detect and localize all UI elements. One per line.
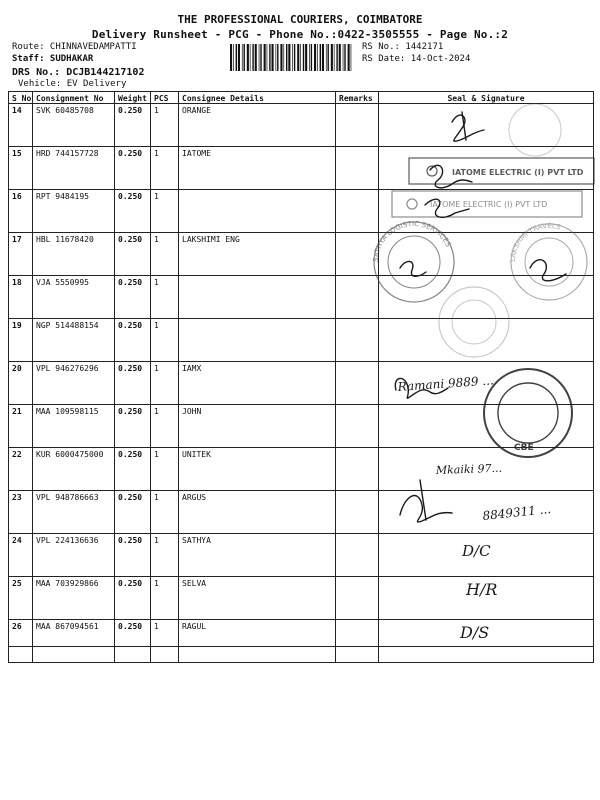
- barcode-bar: [309, 44, 310, 71]
- cell-consignee: IATOME: [179, 147, 336, 190]
- cell-consignee: RAGUL: [179, 620, 336, 663]
- handwritten-phone-3: 8849311 ...: [481, 501, 552, 523]
- cell-remarks: [336, 405, 379, 448]
- table-row: [9, 405, 594, 448]
- cell-remarks: [336, 491, 379, 534]
- cell-consignment: KUR 6000475000: [33, 448, 115, 491]
- table-row: [9, 104, 594, 147]
- barcode-bar: [283, 44, 284, 71]
- cell-consignment: MAA 867094561: [33, 620, 115, 663]
- cell-consignment: VJA 5550995: [33, 276, 115, 319]
- bottom-rule: [8, 646, 593, 647]
- cell-weight: 0.250: [115, 190, 151, 233]
- barcode-bar: [336, 44, 337, 71]
- cell-seal: [379, 147, 594, 190]
- cell-seal: [379, 319, 594, 362]
- cell-seal: [379, 534, 594, 577]
- table-row: [9, 577, 594, 620]
- barcode-bar: [300, 44, 301, 71]
- cell-consignee: [179, 190, 336, 233]
- cell-pcs: 1: [151, 319, 179, 362]
- cell-weight: 0.250: [115, 577, 151, 620]
- cell-sno: 19: [9, 319, 33, 362]
- barcode-bar: [303, 44, 304, 71]
- barcode-bar: [272, 44, 274, 71]
- barcode-bar: [320, 44, 321, 71]
- cell-remarks: [336, 620, 379, 663]
- table-row: [9, 319, 594, 362]
- table-row: [9, 448, 594, 491]
- cell-remarks: [336, 233, 379, 276]
- barcode-bar: [247, 44, 249, 71]
- cell-pcs: 1: [151, 147, 179, 190]
- cell-weight: 0.250: [115, 362, 151, 405]
- cell-consignment: VPL 946276296: [33, 362, 115, 405]
- table-row: [9, 620, 594, 663]
- cell-weight: 0.250: [115, 104, 151, 147]
- handwritten-note-3: D/S: [460, 623, 490, 642]
- table-row: [9, 491, 594, 534]
- barcode-bar: [230, 44, 232, 71]
- cell-pcs: 1: [151, 620, 179, 663]
- table-row: [9, 147, 594, 190]
- cell-seal: [379, 233, 594, 276]
- barcode-bar: [292, 44, 293, 71]
- col-header-consignment: Consignment No: [33, 92, 115, 104]
- cell-consignment: RPT 9484195: [33, 190, 115, 233]
- cell-remarks: [336, 276, 379, 319]
- barcode-bar: [255, 44, 257, 71]
- cell-seal: [379, 104, 594, 147]
- cell-remarks: [336, 104, 379, 147]
- drs-value: DCJB144217102: [66, 67, 145, 78]
- barcode-bar: [288, 44, 290, 71]
- col-header-pcs: PCS: [151, 92, 179, 104]
- table-row: [9, 190, 594, 233]
- barcode-bar: [314, 44, 316, 71]
- staff-label: Staff: SUDHAKAR: [12, 54, 94, 64]
- sathya-stamp-text: SATHYA LOGISTIC SERVICES: [371, 219, 453, 263]
- cell-weight: 0.250: [115, 448, 151, 491]
- cell-sno: 22: [9, 448, 33, 491]
- cell-consignment: HBL 11678420: [33, 233, 115, 276]
- cell-consignment: NGP 514488154: [33, 319, 115, 362]
- cell-weight: 0.250: [115, 620, 151, 663]
- handwritten-note-1: D/C: [462, 542, 491, 560]
- cell-remarks: [336, 534, 379, 577]
- cell-pcs: 1: [151, 448, 179, 491]
- cell-sno: 18: [9, 276, 33, 319]
- barcode-bar: [286, 44, 287, 71]
- cell-remarks: [336, 147, 379, 190]
- col-header-remarks: Remarks: [336, 92, 379, 104]
- cell-consignment: MAA 109598115: [33, 405, 115, 448]
- cell-pcs: 1: [151, 405, 179, 448]
- table-row: [9, 233, 594, 276]
- cell-consignment: VPL 948786663: [33, 491, 115, 534]
- barcode-bar: [277, 44, 278, 71]
- cell-pcs: 1: [151, 491, 179, 534]
- barcode-bar: [280, 44, 282, 71]
- cell-pcs: 1: [151, 534, 179, 577]
- cell-remarks: [336, 362, 379, 405]
- cell-weight: 0.250: [115, 491, 151, 534]
- vehicle-label: Vehicle: EV Delivery: [18, 79, 127, 89]
- cell-consignee: ORANGE: [179, 104, 336, 147]
- col-header-weight: Weight: [115, 92, 151, 104]
- cell-consignment: MAA 703929866: [33, 577, 115, 620]
- barcode-bar: [236, 44, 237, 71]
- drs-number: [12, 67, 144, 78]
- barcode-bar: [351, 44, 352, 71]
- cell-consignee: UNITEK: [179, 448, 336, 491]
- barcode-bar: [276, 44, 277, 71]
- cell-weight: 0.250: [115, 147, 151, 190]
- cell-weight: 0.250: [115, 233, 151, 276]
- cell-seal: [379, 577, 594, 620]
- barcode-bar: [297, 44, 299, 71]
- barcode-bar: [344, 44, 345, 71]
- barcode-bar: [317, 44, 318, 71]
- barcode-bar: [242, 44, 243, 71]
- cell-consignment: HRD 744157728: [33, 147, 115, 190]
- barcode-bar: [334, 44, 335, 71]
- iatome-stamp-1-text: IATOME ELECTRIC (I) PVT LTD: [452, 168, 584, 177]
- cell-seal: [379, 362, 594, 405]
- route-label: Route: CHINNAVEDAMPATTI: [12, 42, 137, 52]
- cell-consignee: SATHYA: [179, 534, 336, 577]
- cell-consignee: SELVA: [179, 577, 336, 620]
- barcode-bar: [328, 44, 329, 71]
- cell-sno: 16: [9, 190, 33, 233]
- barcode-bar: [260, 44, 261, 71]
- cbe-stamp-text: CBE: [514, 443, 534, 453]
- cell-seal: [379, 276, 594, 319]
- cell-consignment: VPL 224136636: [33, 534, 115, 577]
- cell-remarks: [336, 319, 379, 362]
- barcode-bar: [244, 44, 245, 71]
- page-title: THE PROFESSIONAL COURIERS, COIMBATORE: [177, 13, 423, 26]
- cell-sno: 15: [9, 147, 33, 190]
- barcode: [230, 44, 353, 71]
- barcode-bar: [322, 44, 324, 71]
- cell-remarks: [336, 577, 379, 620]
- cell-pcs: 1: [151, 190, 179, 233]
- barcode-bar: [331, 44, 333, 71]
- cell-consignee: LAKSHIMI ENG: [179, 233, 336, 276]
- cell-sno: 14: [9, 104, 33, 147]
- cell-seal: [379, 190, 594, 233]
- cell-remarks: [336, 190, 379, 233]
- cell-pcs: 1: [151, 577, 179, 620]
- table-row: [9, 534, 594, 577]
- cell-weight: 0.250: [115, 319, 151, 362]
- cell-seal: [379, 405, 594, 448]
- cell-pcs: 1: [151, 104, 179, 147]
- cell-sno: 24: [9, 534, 33, 577]
- barcode-bar: [259, 44, 260, 71]
- barcode-bar: [233, 44, 234, 71]
- cell-sno: 21: [9, 405, 33, 448]
- rs-number: RS No.: 1442171: [362, 42, 444, 52]
- col-header-seal: Seal & Signature: [379, 92, 594, 104]
- barcode-bar: [343, 44, 344, 71]
- rs-date: RS Date: 14-Oct-2024: [362, 54, 471, 64]
- barcode-bar: [339, 44, 341, 71]
- barcode-bar: [348, 44, 350, 71]
- cell-consignee: JOHN: [179, 405, 336, 448]
- barcode-bar: [250, 44, 251, 71]
- runsheet-table: [8, 91, 594, 663]
- handwritten-phone-1: Ramani 9889 ...: [397, 373, 495, 394]
- cell-pcs: 1: [151, 276, 179, 319]
- barcode-bar: [305, 44, 307, 71]
- barcode-bar: [264, 44, 266, 71]
- cell-sno: 17: [9, 233, 33, 276]
- cell-consignee: ARGUS: [179, 491, 336, 534]
- cell-seal: [379, 620, 594, 663]
- col-header-consignee: Consignee Details: [179, 92, 336, 104]
- cell-sno: 26: [9, 620, 33, 663]
- table-header-row: [9, 92, 594, 104]
- barcode-bar: [267, 44, 268, 71]
- cell-weight: 0.250: [115, 276, 151, 319]
- cell-consignment: SVK 60485708: [33, 104, 115, 147]
- cell-sno: 20: [9, 362, 33, 405]
- handwritten-note-2: H/R: [466, 580, 498, 599]
- barcode-bar: [326, 44, 327, 71]
- cell-seal: [379, 491, 594, 534]
- cell-consignee: [179, 319, 336, 362]
- barcode-bar: [294, 44, 295, 71]
- barcode-bar: [252, 44, 253, 71]
- page-subtitle: Delivery Runsheet - PCG - Phone No.:0422-3505555 - Page No.:2: [91, 28, 509, 41]
- barcode-bar: [269, 44, 270, 71]
- cell-consignee: IAMX: [179, 362, 336, 405]
- drs-label: DRS No.:: [12, 67, 61, 78]
- cell-seal: [379, 448, 594, 491]
- handwritten-phone-2: Mkaiki 97...: [435, 461, 503, 477]
- col-header-sno: S No: [9, 92, 33, 104]
- barcode-bar: [311, 44, 312, 71]
- cell-consignee: [179, 276, 336, 319]
- cell-weight: 0.250: [115, 534, 151, 577]
- lakshmi-stamp-text: LAKSHMI TRAVELS: [508, 221, 562, 263]
- table-row: [9, 276, 594, 319]
- cell-sno: 25: [9, 577, 33, 620]
- table-row: [9, 362, 594, 405]
- barcode-bar: [238, 44, 240, 71]
- cell-sno: 23: [9, 491, 33, 534]
- cell-pcs: 1: [151, 233, 179, 276]
- cell-remarks: [336, 448, 379, 491]
- cell-pcs: 1: [151, 362, 179, 405]
- iatome-stamp-2-text: IATOME ELECTRIC (I) PVT LTD: [430, 200, 548, 209]
- cell-weight: 0.250: [115, 405, 151, 448]
